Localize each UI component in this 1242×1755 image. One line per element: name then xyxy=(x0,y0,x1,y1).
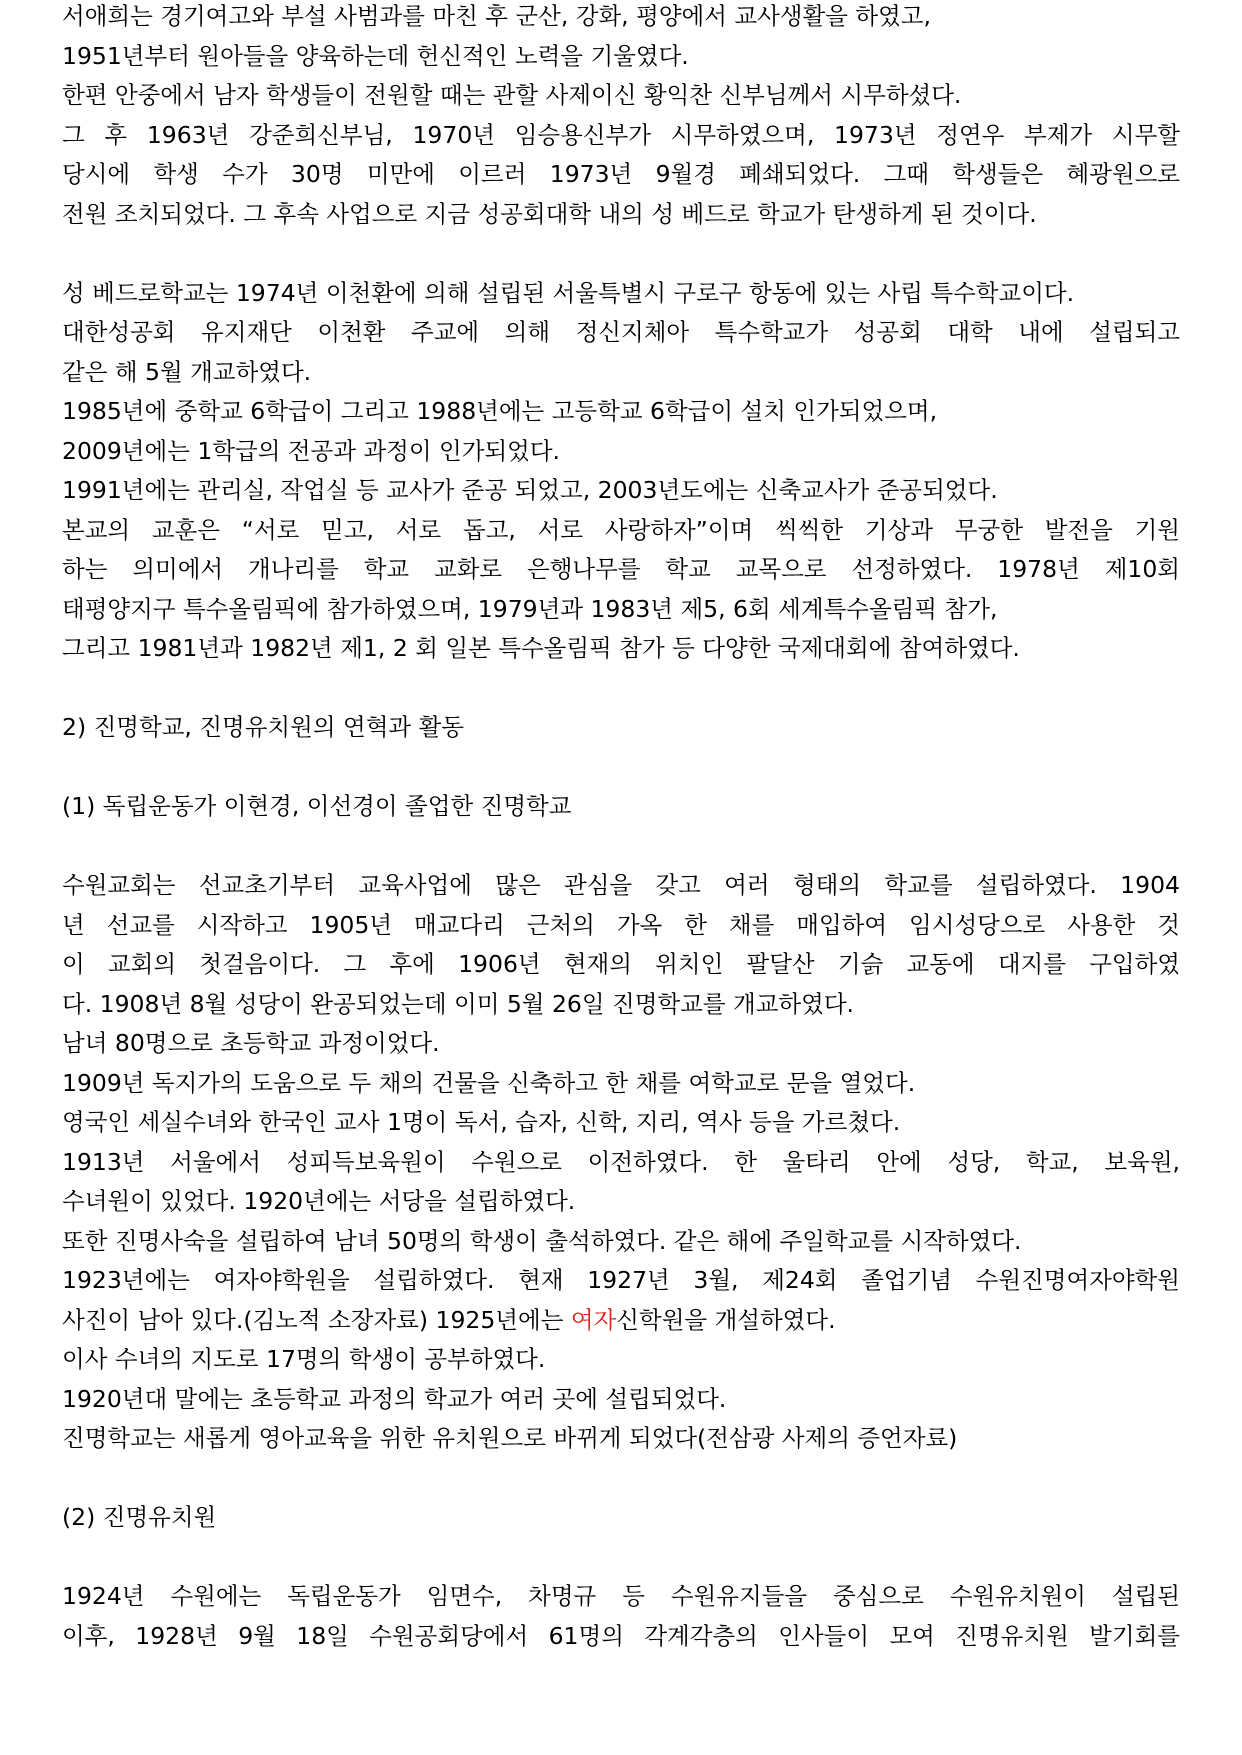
text-line: 하는 의미에서 개나리를 학교 교화로 은행나무를 학교 교목으로 선정하였다. 1978년 제10회 xyxy=(62,555,1180,583)
text-line: 1923년에는 여자야학원을 설립하였다. 현재 1927년 3월, 제24회 졸업기념 수원진명여자야학원 xyxy=(62,1266,1180,1294)
text-line: 년 선교를 시작하고 1905년 매교다리 근처의 가옥 한 채를 매입하여 임시성당으로 사용한 것 xyxy=(62,910,1180,939)
text-line: 그리고 1981년과 1982년 제1, 2 회 일본 특수올림픽 참가 등 다양한 국제대회에 참여하였다. xyxy=(62,634,1020,662)
text-line: 1951년부터 원아들을 양육하는데 헌신적인 노력을 기울였다. xyxy=(62,41,689,70)
text-line: 2009년에는 1학급의 전공과 과정이 인가되었다. xyxy=(62,436,561,465)
subsection-heading: (1) 독립운동가 이현경, 이선경이 졸업한 진명학교 xyxy=(62,792,572,820)
text-segment: 사진이 남아 있다.(김노적 소장자료) 1925년에는 xyxy=(62,1305,571,1334)
text-line: 한편 안중에서 남자 학생들이 전원할 때는 관할 사제이신 황익찬 신부님께서 시무하셨다. xyxy=(62,81,962,109)
blank-line xyxy=(62,1538,1180,1578)
text-line: 전원 조치되었다. 그 후속 사업으로 지금 성공회대학 내의 성 베드로 학교가 탄생하게 된 것이다. xyxy=(62,199,1037,228)
text-line: 태평양지구 특수올림픽에 참가하였으며, 1979년과 1983년 제5, 6회 세계특수올림픽 참가, xyxy=(62,594,998,623)
blank-line xyxy=(62,234,1180,274)
text-line: 1909년 독지가의 도움으로 두 채의 건물을 신축하고 한 채를 여학교로 문을 열었다. xyxy=(62,1068,916,1097)
text-line: 또한 진명사숙을 설립하여 남녀 50명의 학생이 출석하였다. 같은 해에 주일학교를 시작하였다. xyxy=(62,1226,1022,1255)
text-line: 진명학교는 새롭게 영아교육을 위한 유치원으로 바뀌게 되었다(전삼광 사제의 증언자료) xyxy=(62,1424,958,1452)
text-line: 1924년 수원에는 독립운동가 임면수, 차명규 등 수원유지들을 중심으로 수원유치원이 설립된 xyxy=(62,1582,1180,1610)
text-line: 서애희는 경기여고와 부설 사범과를 마친 후 군산, 강화, 평양에서 교사생활을 하였고, xyxy=(62,2,931,30)
paragraph-jinmyeong-kindergarten xyxy=(62,1577,1180,1656)
text-line: 1920년대 말에는 초등학교 과정의 학교가 여러 곳에 설립되었다. xyxy=(62,1384,727,1413)
text-line: 이 교회의 첫걸음이다. 그 후에 1906년 현재의 위치인 팔달산 기슭 교동에 대지를 구입하였 xyxy=(62,950,1180,978)
text-line: 그 후 1963년 강준희신부님, 1970년 임승용신부가 시무하였으며, 1973년 정연우 부제가 시무할 xyxy=(62,120,1180,149)
text-line: 같은 해 5월 개교하였다. xyxy=(62,357,312,386)
blank-line xyxy=(62,1459,1180,1499)
text-line: 이사 수녀의 지도로 17명의 학생이 공부하였다. xyxy=(62,1345,546,1373)
text-line: 1913년 서울에서 성피득보육원이 수원으로 이전하였다. 한 울타리 안에 성당, 학교, 보육원, xyxy=(62,1147,1180,1176)
paragraph-orphanage-history xyxy=(62,0,1180,234)
paragraph-jinmyeong-school xyxy=(62,866,1180,1459)
subsection-heading: (2) 진명유치원 xyxy=(62,1503,217,1531)
text-line: 다. 1908년 8월 성당이 완공되었는데 이미 5월 26일 진명학교를 개교하였다. xyxy=(62,989,855,1018)
paragraph-st-peter-school xyxy=(62,274,1180,669)
text-line: 수원교회는 선교초기부터 교육사업에 많은 관심을 갖고 여러 형태의 학교를 설립하였다. 1904 xyxy=(62,871,1180,899)
text-line: 대한성공회 유지재단 이천환 주교에 의해 정신지체아 특수학교가 성공회 대학 내에 설립되고 xyxy=(62,318,1180,346)
text-line: 1985년에 중학교 6학급이 그리고 1988년에는 고등학교 6학급이 설치 인가되었으며, xyxy=(62,397,938,425)
text-line: 1991년에는 관리실, 작업실 등 교사가 준공 되었고, 2003년도에는 신축교사가 준공되었다. xyxy=(62,476,998,504)
text-line xyxy=(62,1301,1180,1341)
text-line: 남녀 80명으로 초등학교 과정이었다. xyxy=(62,1029,440,1057)
text-line: 본교의 교훈은 “서로 믿고, 서로 돕고, 서로 사랑하자”이며 씩씩한 기상과 무궁한 발전을 기원 xyxy=(62,515,1180,544)
section-heading: 2) 진명학교, 진명유치원의 연혁과 활동 xyxy=(62,713,464,741)
text-line: 성 베드로학교는 1974년 이천환에 의해 설립된 서울특별시 구로구 항동에 있는 사립 특수학교이다. xyxy=(62,278,1075,307)
text-line: 수녀원이 있었다. 1920년에는 서당을 설립하였다. xyxy=(62,1187,576,1215)
blank-line xyxy=(62,748,1180,788)
text-segment: 신학원을 개설하였다. xyxy=(616,1305,836,1334)
blank-line xyxy=(62,669,1180,709)
highlighted-word: 여자 xyxy=(570,1305,617,1334)
text-line: 이후, 1928년 9월 18일 수원공회당에서 61명의 각계각층의 인사들이 모여 진명유치원 발기회를 xyxy=(62,1621,1180,1650)
blank-line xyxy=(62,827,1180,867)
text-line: 당시에 학생 수가 30명 미만에 이르러 1973년 9월경 폐쇄되었다. 그때 학생들은 혜광원으로 xyxy=(62,160,1180,188)
text-line: 영국인 세실수녀와 한국인 교사 1명이 독서, 습자, 신학, 지리, 역사 등을 가르쳤다. xyxy=(62,1108,901,1136)
